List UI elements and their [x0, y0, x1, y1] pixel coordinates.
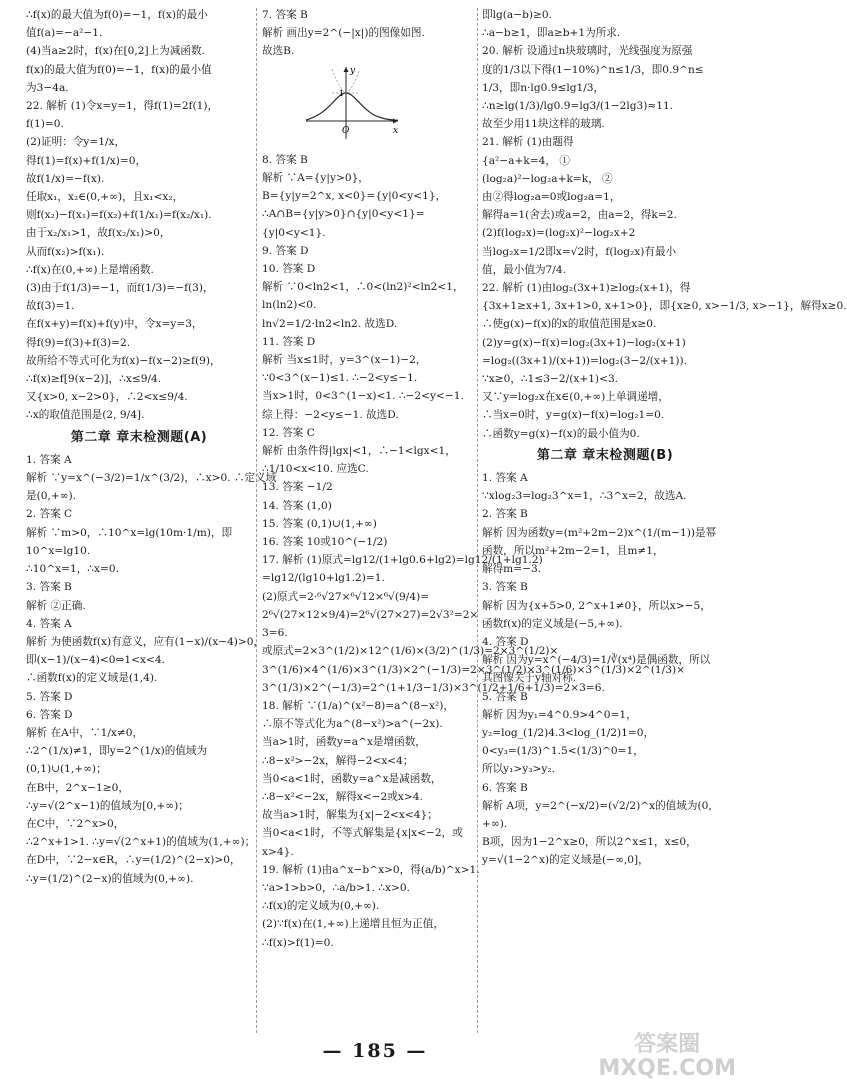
text-line: 函数f(x)的定义域是(−5,+∞).: [482, 617, 623, 630]
text-line: (2)y=g(x)−f(x)=log₂(3x+1)−log₂(x+1): [482, 336, 686, 349]
text-line: 在B中，2^x−1≥0，: [26, 781, 129, 794]
text-line: 又∵y=log₂x在x∈(0,+∞)上单调递增，: [482, 391, 669, 404]
text-line: 10^x=lg10.: [26, 544, 91, 557]
text-line: 10. 答案 D: [262, 263, 316, 276]
text-line: 解得m=−3.: [482, 563, 542, 576]
text-line: 19. 解析 (1)由a^x−b^x>0，得(a/b)^x>1.: [262, 863, 480, 876]
text-line: 故f(1/x)=−f(x).: [26, 172, 105, 185]
text-line: 值f(a)=−a²−1.: [26, 27, 103, 40]
text-line: 在C中，∵2^x>0，: [26, 817, 125, 830]
text-line: ln(ln2)<0.: [262, 299, 317, 312]
text-line: 度的1/3以下得(1−10%)^n≤1/3，即0.9^n≤: [482, 63, 704, 76]
text-line: f(x)的最大值为f(0)=−1，f(x)的最小值: [26, 63, 212, 76]
text-line: ∴使g(x)−f(x)的x的取值范围是x≥0.: [482, 318, 657, 331]
text-line: 17. 解析 (1)原式=lg12/(1+lg0.6+lg2)=lg12/(1+lg1.2): [262, 554, 543, 567]
watermark-line-2: MXQE.COM: [598, 1056, 736, 1081]
text-line: (2)证明：令y=1/x，: [26, 136, 126, 149]
text-line: 其图像关于y轴对称.: [482, 672, 577, 685]
text-line: 6. 答案 D: [26, 708, 73, 721]
text-line: 22. 解析 (1)令x=y=1，得f(1)=2f(1)，: [26, 100, 219, 113]
text-line: 当0<a<1时，函数y=a^x是减函数，: [262, 772, 442, 785]
text-line: ∴2^x+1>1. ∴y=√(2^x+1)的值域为(1,+∞)；: [26, 836, 256, 849]
text-line: 4. 答案 A: [26, 617, 72, 630]
graph-y-label: y: [350, 65, 356, 76]
text-line: (2)原式=2·⁶√27×⁶√12×⁶√(9/4)=: [262, 590, 430, 603]
column-right-bottom-lines: [482, 469, 728, 869]
text-line: (2)∵f(x)在(1,+∞)上递增且恒为正值，: [262, 918, 444, 931]
text-line: ∴n≥lg(1/3)/lg0.9=lg3/(1−2lg3)≈11.: [482, 100, 674, 113]
text-line: ∵xlog₂3=log₂3^x=1，∴3^x=2，故选A.: [482, 490, 687, 503]
text-line: ∴1/10<x<10. 应选C.: [262, 463, 369, 476]
text-line: 解析 当x≤1时，y=3^(x−1)−2，: [262, 354, 427, 367]
graph-curve-right: [346, 93, 398, 120]
text-line: ∴2^(1/x)≠1，即y=2^(1/x)的值域为: [26, 745, 208, 758]
text-line: 或原式=2×3^(1/2)×12^(1/6)×(3/2)^(1/3)=2×3^(1/2)×: [262, 645, 559, 658]
text-line: ∴f(x)的最大值为f(0)=−1，f(x)的最小: [26, 9, 208, 21]
text-line: x>4}.: [262, 845, 294, 858]
text-line: 3. 答案 B: [482, 581, 528, 594]
text-line: 3^(1/3)×2^(−1/3)=2^(1+1/3−1/3)×3^(1/2+1/6+1/3)=2×3=6.: [262, 681, 605, 694]
text-line: 值，最小值为7/4.: [482, 263, 566, 276]
column-right-top-lines: [482, 6, 847, 443]
text-line: 综上得：−2<y≤−1. 故选D.: [262, 408, 399, 421]
text-line: 1. 答案 A: [26, 453, 72, 466]
text-line: 9. 答案 D: [262, 244, 309, 257]
text-line: 得f(9)=f(3)+f(3)=2.: [26, 336, 131, 349]
text-line: 由于x₂/x₁>1，故f(x₂/x₁)>0，: [26, 227, 171, 240]
text-line: 0<y₃=(1/3)^1.5<(1/3)^0=1，: [482, 745, 644, 758]
text-line: ∴y=(1/2)^(2−x)的值域为(0,+∞).: [26, 872, 194, 885]
text-line: 3=6.: [262, 627, 288, 640]
text-line: ∴函数y=g(x)−f(x)的最小值为0.: [482, 427, 640, 440]
text-line: ∴原不等式化为a^(8−x²)>a^(−2x).: [262, 718, 443, 731]
text-line: (3)由于f(1/3)=−1，而f(1/3)=−f(3)，: [26, 282, 214, 295]
text-line: 当log₂x=1/2即x=√2时，f(log₂x)有最小: [482, 245, 677, 258]
text-line: 解析 ∵A={y|y>0}，: [262, 172, 369, 185]
text-line: (0,1)∪(1,+∞)；: [26, 763, 107, 776]
text-line: ∵0<3^(x−1)≤1. ∴−2<y≤−1.: [262, 372, 418, 385]
text-line: 13. 答案 −1/2: [262, 481, 333, 494]
column-divider-right: [477, 8, 478, 1033]
text-line: 解析 ∵m>0，∴10^x=lg(10m·1/m)，即: [26, 526, 233, 539]
text-line: 从而f(x₂)>f(x₁).: [26, 245, 105, 258]
text-line: ln√2=1/2·ln2<ln2. 故选D.: [262, 317, 398, 330]
watermark-line-1: 答案圈: [634, 1032, 701, 1057]
text-line: 解析 画出y=2^(−|x|)的图像如图.: [262, 27, 425, 40]
text-line: 16. 答案 10或10^(−1/2): [262, 536, 388, 549]
text-line: 1. 答案 A: [482, 472, 528, 485]
text-line: 解析 ②正确.: [26, 599, 86, 612]
text-line: =lg12/(lg10+lg1.2)=1.: [262, 572, 385, 585]
text-line: 解析 因为y=x^(−4/3)=1/∛(x⁴)是偶函数，所以: [482, 654, 711, 667]
text-line: ∴当x=0时，y=g(x)−f(x)=log₂1=0.: [482, 409, 665, 422]
text-line: ∴8−x²>−2x，解得−2<x<4；: [262, 754, 414, 767]
text-line: ∴函数f(x)的定义域是(1,4).: [26, 672, 158, 685]
text-line: 21. 解析 (1)由题得: [482, 136, 574, 149]
text-line: 3^(1/6)×4^(1/6)×3^(1/3)×2^(−1/3)=2×3^(1/2)×3^(1/6)×3^(1/3)×2^(1/3)×: [262, 663, 685, 676]
graph-y-arrow: [344, 67, 349, 72]
text-line: 15. 答案 (0,1)∪(1,+∞): [262, 517, 377, 530]
text-line: 在f(x+y)=f(x)+f(y)中，令x=y=3，: [26, 318, 203, 331]
text-line: 故选B.: [262, 45, 295, 58]
graph-one-label: 1: [339, 88, 345, 98]
text-line: ∵a>1>b>0，∴a/b>1. ∴x>0.: [262, 881, 410, 894]
text-line: 6. 答案 B: [482, 781, 528, 794]
text-line: 是(0,+∞).: [26, 490, 77, 503]
text-line: 22. 解析 (1)由log₂(3x+1)≥log₂(x+1)，得: [482, 282, 691, 295]
text-line: 当0<a<1时，不等式解集是{x|x<−2，或: [262, 827, 463, 840]
exponential-graph: [302, 63, 402, 141]
text-line: 解析 因为y₁=4^0.9>4^0=1，: [482, 708, 637, 721]
text-line: B={y|y=2^x, x<0}={y|0<y<1}，: [262, 190, 447, 203]
text-line: 解析 A项，y=2^(−x/2)=(√2/2)^x的值域为(0,: [482, 799, 712, 812]
text-line: 12. 答案 C: [262, 426, 315, 439]
graph-x-label: x: [393, 125, 399, 136]
text-line: 又{x>0, x−2>0}，∴2<x≤9/4.: [26, 391, 188, 404]
text-line: 任取x₁，x₂∈(0,+∞)，且x₁<x₂，: [26, 191, 184, 204]
text-line: B项，因为1−2^x≥0，所以2^x≤1，x≤0，: [482, 836, 697, 849]
text-line: +∞).: [482, 817, 508, 830]
column-middle-top-lines: [262, 6, 474, 61]
text-line: 解析 在A中，∵1/x≠0，: [26, 726, 144, 739]
column-divider-left: [256, 8, 257, 1033]
text-line: y=√(1−2^x)的定义域是(−∞,0]，: [482, 854, 649, 867]
text-line: (2)f(log₂x)=(log₂x)²−log₂x+2: [482, 227, 636, 240]
text-line: ∴8−x²<−2x，解得x<−2或x>4.: [262, 790, 423, 803]
text-line: 14. 答案 (1,0): [262, 499, 332, 512]
page-number: — 185 —: [322, 1040, 428, 1062]
text-line: y₂=log_(1/2)4.3<log_(1/2)1=0，: [482, 726, 655, 739]
text-line: ∴f(x)>f(1)=0.: [262, 936, 334, 949]
text-line: 即lg(a−b)≥0.: [482, 9, 552, 21]
text-line: 5. 答案 B: [482, 690, 528, 703]
text-line: 7. 答案 B: [262, 9, 308, 21]
text-line: ∴f(x)≥f[9(x−2)]，∴x≤9/4.: [26, 373, 162, 386]
text-line: ∴x的取值范围是(2, 9/4].: [26, 409, 145, 422]
text-line: 故至少用11块这样的玻璃.: [482, 118, 605, 131]
text-line: 故当a>1时，解集为{x|−2<x<4}；: [262, 809, 438, 822]
text-line: ∴10^x=1，∴x=0.: [26, 563, 119, 576]
text-line: 故所给不等式可化为f(x)−f(x−2)≥f(9)，: [26, 354, 221, 367]
text-line: 5. 答案 D: [26, 690, 73, 703]
text-line: ∵x≥0，∴1≤3−2/(x+1)<3.: [482, 373, 619, 386]
text-line: 为3−4a.: [26, 81, 69, 94]
text-line: {3x+1≥x+1, 3x+1>0, x+1>0}，即{x≥0, x>−1/3, x>−1}，解得x≥0.: [482, 300, 847, 313]
text-line: 4. 答案 D: [482, 635, 529, 648]
text-line: ∴a−b≥1，即a≥b+1为所求.: [482, 27, 621, 40]
text-line: 所以y₁>y₃>y₂.: [482, 763, 556, 776]
text-line: {a²−a+k=4， ①: [482, 154, 570, 167]
text-line: 2. 答案 C: [26, 508, 73, 521]
section-heading-a: 第二章 章末检测题(A): [70, 429, 208, 445]
text-line: 当a>1时，函数y=a^x是增函数，: [262, 736, 426, 749]
text-line: 解析 ∵0<ln2<1，∴0<(ln2)²<ln2<1，: [262, 281, 464, 294]
text-line: ∴f(x)在(0,+∞)上是增函数.: [26, 263, 154, 276]
text-line: (log₂a)²−log₂a+k=k， ②: [482, 172, 613, 185]
text-line: 3. 答案 B: [26, 581, 72, 594]
text-line: =log₂((3x+1)/(x+1))=log₂(3−2/(x+1)).: [482, 354, 688, 367]
text-line: 1/3，即n·lg0.9≤lg1/3，: [482, 81, 605, 94]
text-line: ∴y=√(2^x−1)的值域为[0,+∞)；: [26, 799, 189, 812]
text-line: (4)当a≥2时，f(x)在[0,2]上为减函数.: [26, 45, 205, 58]
text-line: 解析 因为函数y=(m²+2m−2)x^(1/(m−1))是幂: [482, 526, 717, 539]
graph-x-arrow: [393, 118, 398, 123]
text-line: 当x>1时，0<3^(1−x)<1. ∴−2<y<−1.: [262, 390, 464, 403]
text-line: 故f(3)=1.: [26, 300, 75, 313]
text-line: 11. 答案 D: [262, 335, 316, 348]
text-line: f(1)=0.: [26, 118, 64, 131]
text-line: 解析 为使函数f(x)有意义，应有(1−x)/(x−4)>0，: [26, 635, 265, 648]
watermark: [598, 1033, 736, 1081]
text-line: 在D中，∵2−x∈R，∴y=(1/2)^(2−x)>0，: [26, 854, 241, 867]
answer-column-right: [482, 6, 847, 1036]
text-line: 18. 解析 ∵(1/a)^(x²−8)=a^(8−x²)，: [262, 699, 455, 712]
text-line: 20. 解析 设通过n块玻璃时，光线强度为原强: [482, 45, 693, 58]
text-line: {y|0<y<1}.: [262, 226, 326, 239]
text-line: 则f(x₂)−f(x₁)=f(x₂)+f(1/x₁)=f(x₂/x₁).: [26, 209, 212, 222]
text-line: 解析 由条件得|lgx|<1，∴−1<lgx<1，: [262, 445, 456, 458]
text-line: 解析 因为{x+5>0, 2^x+1≠0}，所以x>−5，: [482, 599, 711, 612]
text-line: 2⁶√(27×12×9/4)=2⁶√(27×27)=2√3²=2×: [262, 608, 479, 621]
text-line: 得f(1)=f(x)+f(1/x)=0，: [26, 154, 147, 167]
text-line: 解析 ∵y=x^(−3/2)=1/x^(3/2)，∴x>0. ∴定义域: [26, 472, 277, 485]
text-line: ∴A∩B={y|y>0}∩{y|0<y<1}=: [262, 208, 425, 221]
text-line: 即(x−1)/(x−4)<0⇔1<x<4.: [26, 654, 165, 667]
graph-origin-label: O: [342, 125, 350, 136]
text-line: ∴f(x)的定义域为(0,+∞).: [262, 900, 380, 913]
text-line: 解得a=1(舍去)或a=2，由a=2，得k=2.: [482, 209, 677, 222]
text-line: 函数，所以m²+2m−2=1，且m≠1，: [482, 544, 664, 557]
section-heading-b: 第二章 章末检测题(B): [536, 447, 674, 463]
text-line: 2. 答案 B: [482, 508, 528, 521]
text-line: 由②得log₂a=0或log₂a=1，: [482, 191, 621, 204]
text-line: 8. 答案 B: [262, 153, 308, 166]
